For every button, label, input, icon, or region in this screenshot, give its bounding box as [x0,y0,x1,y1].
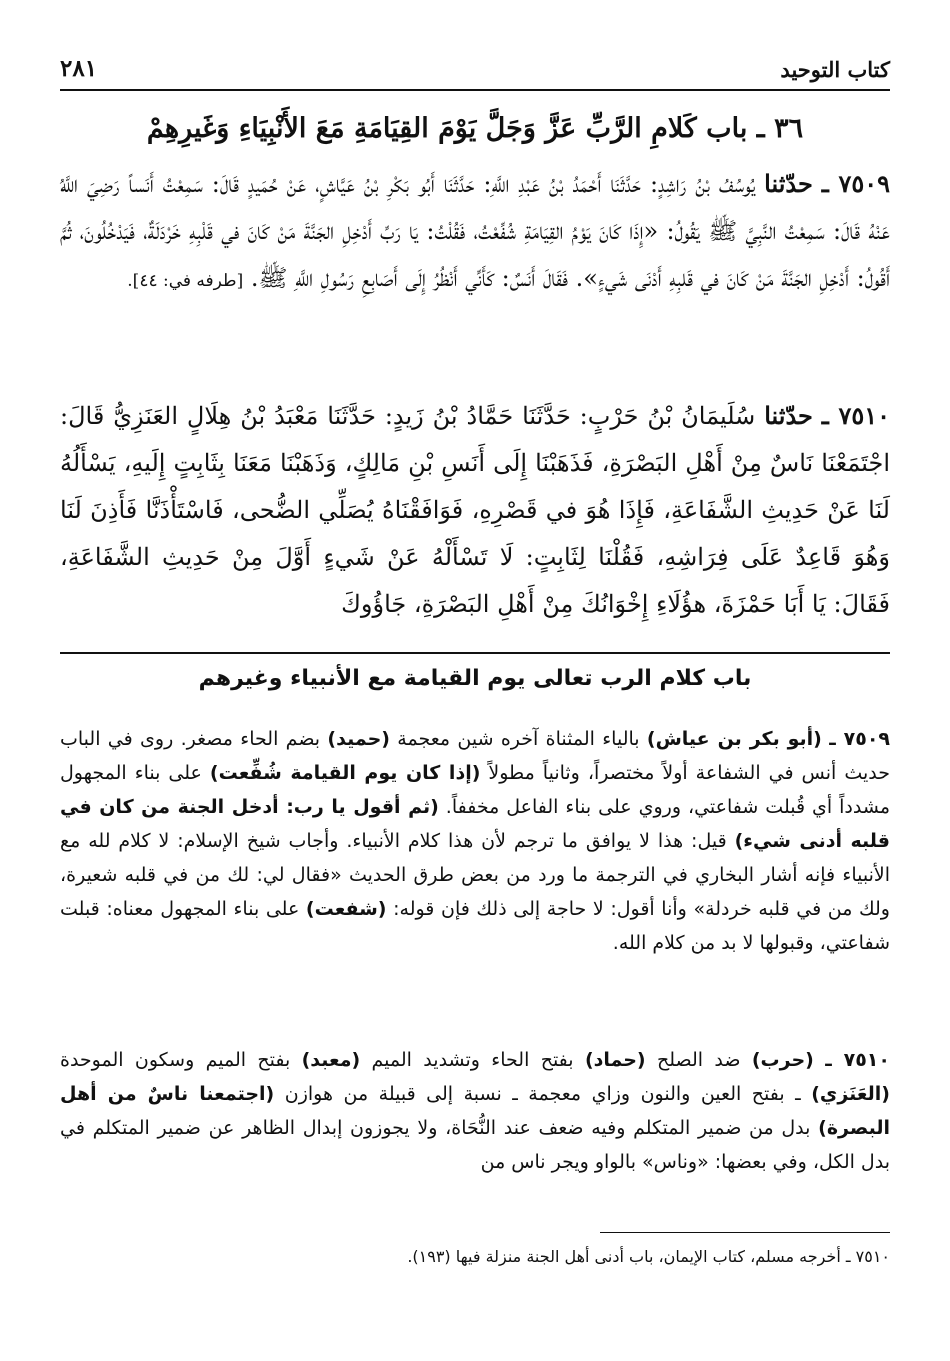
section-divider [60,652,890,654]
commentary-text: قيل: هذا لا يوافق ما ترجم لأن هذا كلام الأنبياء. وأجاب شيخ الإسلام: لا كلام لله مع الأنبياء فإنه أشار البخاري في الترجمة ما ورد من بعض طرق الحديث «فقال لي: لك من في قلبه شعيرة، ولك من في قلبه خردلة» وأنا أقول: لا حاجة إلى ذلك فإن قوله: [60,830,890,920]
hadith-number: ٧٥١٠ ـ [821,401,890,430]
quoted-term: (ثم أقول يا رب: أدخل الجنة من كان في قلبه أدنى شيء) [60,796,890,852]
quoted-term: (حرب) [751,1049,814,1071]
commentary-number: ٧٥١٠ ـ [825,1049,890,1071]
commentary-text: ضد الصلح [645,1049,752,1071]
commentary-text: بفتح الحاء وتشديد الميم [360,1049,585,1071]
quoted-term: (شفعت) [305,898,387,920]
hadith-text: سُلَيمَانُ بْنُ حَرْبٍ: حَدَّثَنَا حَمَّادُ بْنُ زَيدٍ: حَدَّثَنَا مَعْبَدُ بْنُ هِلَالٍ العَنَزِيُّ قَالَ: اجْتَمَعْنَا نَاسٌ مِنْ أَهْلِ البَصْرَةِ، فَذَهَبْنَا إِلَى أَنَسِ بْنِ مَالِكٍ، وَذَهَبْنَا مَعَنَا بِثَابِتٍ إِلَيهِ، يَسْأَلُهُ لَنَا عَنْ حَدِيثِ الشَّفَاعَةِ، فَإِذَا هُوَ في قَصْرِهِ، فَوَافَقْنَاهُ يُصَلِّي الضُّحى، فَاسْتَأْذَنَّا فَأَذِنَ لَنَا وَهُوَ قَاعِدٌ عَلَى فِرَاشِهِ، فَقُلْنَا لِثَابِتٍ: لَا تَسْأَلْهُ عَنْ شَيءٍ أَوَّلَ مِنْ حَدِيثِ الشَّفَاعَةِ، فَقَالَ: يَا أَبَا حَمْزَةَ، هؤُلَاءِ إِخْوَانُكَ مِنْ أَهْلِ البَصْرَةِ، جَاؤُوكَ [60,402,890,618]
commentary-text: بالياء المثناة آخره شين معجمة [389,728,647,750]
quoted-term: (إذا كان يوم القيامة شُفِّعت) [209,762,481,784]
commentary-text: بدل من ضمير المتكلم وفيه ضعف عند النُّحَاة، ولا يجوزون إبدال الظاهر عن ضمير المتكلم في بدل الكل، وفي بعضها: «وناس» بالواو ويجر ناس من [60,1117,890,1173]
quoted-term: (حميد) [327,728,390,750]
quoted-term: (العَنَزي) [811,1083,890,1105]
hadith-cross-reference: [طرفه في: ٤٤]. [127,271,244,291]
quoted-term: (اجتمعنا ناسٌ من أهل البصرة) [60,1083,890,1139]
commentary-text: على بناء المجهول معناه: قبلت شفاعتي، وقبولها لا بد من كلام الله. [60,898,890,954]
hadith-opening: حدّثنا [764,401,813,430]
commentary-text: على بناء المجهول مشدداً أي قُبلت شفاعتي، وروي على بناء الفاعل مخففاً. [60,762,890,818]
commentary-7509 [60,722,890,960]
hadith-7509 [60,160,890,305]
commentary-title: باب كلام الرب تعالى يوم القيامة مع الأنبياء وغيرهم [198,666,752,691]
hadith-number: ٧٥٠٩ ـ [821,169,890,198]
footnote: ٧٥١٠ ـ أخرجه مسلم، كتاب الإيمان، باب أدنى أهل الجنة منزلة فيها (١٩٣). [407,1247,890,1266]
quoted-term: (أبو بكر بن عياش) [646,728,822,750]
running-head-book-title: كتاب التوحيد [780,57,890,82]
commentary-number: ٧٥٠٩ ـ [829,728,891,750]
page-number: ٢٨١ [60,55,98,82]
commentary-text: ـ بفتح العين والنون وزاي معجمة ـ نسبة إلى قبيلة من هوازن [274,1083,812,1105]
page-header [60,55,890,91]
hadith-7510 [60,392,890,628]
chapter-title: ٣٦ ـ باب كَلامِ الرَّبِّ عَزَّ وَجَلَّ يَوْمَ القِيَامَةِ مَعَ الأَنْبِيَاءِ وَغَيرِهِمْ [146,113,804,144]
commentary-7510 [60,1043,890,1179]
commentary-text: بضم الحاء مصغر. روى في الباب حديث أنس في الشفاعة أولاً مختصراً، وثانياً مطولاً [60,728,890,784]
quoted-term: (معبد) [301,1049,361,1071]
hadith-text: يُوسُفُ بْنُ رَاشِدٍ: حَدَّثَنَا أَحْمَدُ بْنُ عَبْدِ اللَّهِ: حَدَّثَنَا أَبُو بَكْرِ بْنُ عَيَّاشٍ، عَنْ حُمَيدٍ قَالَ: سَمِعْتُ أَنَساً رَضِيَ اللَّهُ عَنْهُ قَالَ: سَمِعْتُ النَّبِيَّ ﷺ يَقُولُ: «إِذَا كَانَ يَوْمُ القِيَامَةِ شُفِّعْتُ، فَقُلْتُ: يَا رَبِّ أَدْخِلِ الجَنَّةَ مَنْ كَانَ في قَلْبِهِ خَرْدَلَةٌ، فَيَدْخُلُونَ، ثُمَّ أَقُولُ: أَدْخِلِ الجَنَّةَ مَنْ كَانَ في قَلبِهِ أَدْنَى شَيءٍ». فَقَالَ أَنَسٌ: كَأَنِّي أَنْظُرُ إِلَى أَصَابِعِ رَسُولِ اللَّهِ ﷺ. [60,170,890,292]
commentary-text: بفتح الميم وسكون الموحدة [60,1049,302,1071]
quoted-term: (حماد) [584,1049,646,1071]
hadith-opening: حدّثنا [764,169,813,198]
footnote-rule [600,1232,890,1233]
